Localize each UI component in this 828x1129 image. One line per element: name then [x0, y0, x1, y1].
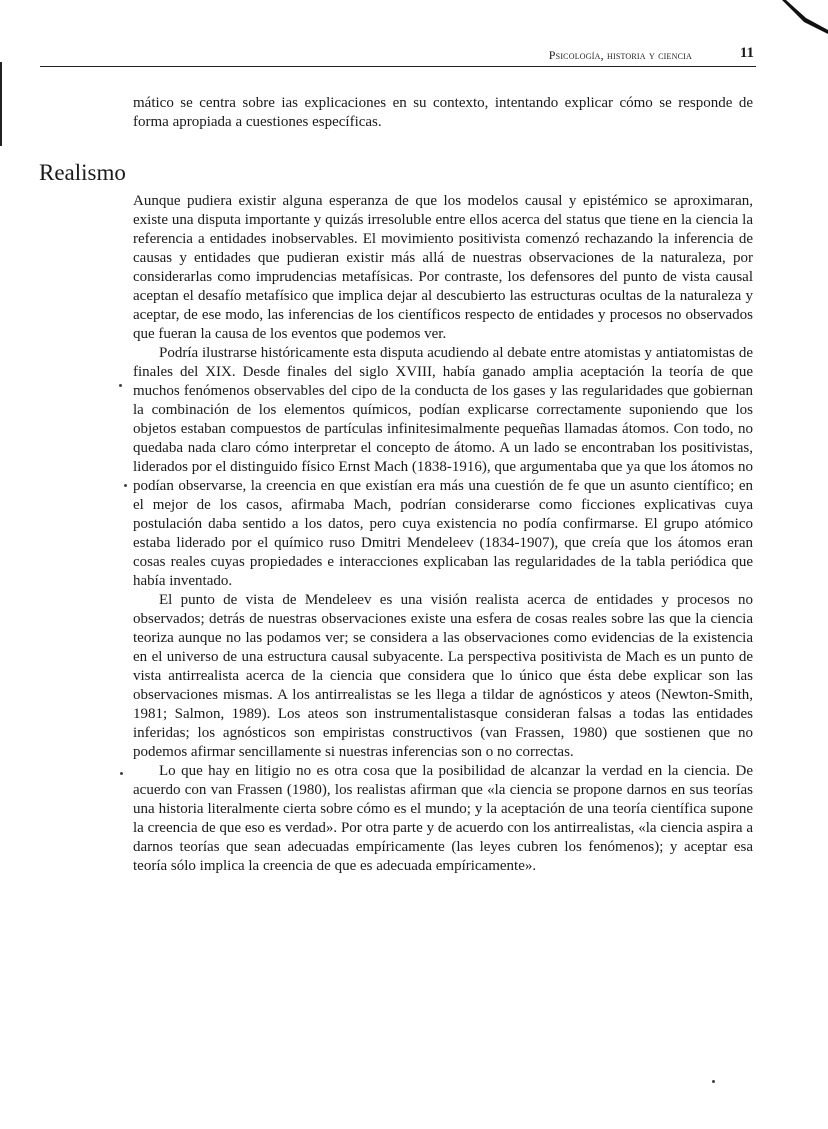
scan-speck: [124, 484, 127, 487]
section-title: Realismo: [39, 160, 126, 185]
page-number: 11: [739, 45, 754, 61]
section-body: [133, 192, 753, 876]
corner-scan-mark: [768, 0, 828, 40]
paragraph-4: Lo que hay en litigio no es otra cosa que la posibilidad de alcanzar la verdad en la ciencia. De acuerdo con van Frassen (1980), los realistas afirman que «la ciencia se propone darnos en sus teorías una historia literalmente cierta sobre cómo es el mundo; y la aceptación de una teoría científica supone la creencia de que eso es verdad». Por otra parte y de acuerdo con los antirrealistas, «la ciencia aspira a darnos teorías que sean adecuadas empíricamente (las leyes cubren los fenómenos); y aceptar esa teoría sólo implica la creencia de que es adecuada empíricamente».: [133, 763, 753, 874]
paragraph-1: Aunque pudiera existir alguna esperanza de que los modelos causal y epistémico se aproximaran, existe una disputa importante y quizás irresoluble entre ellos acerca del status que tiene en la ciencia la referencia a entidades inobservables. El movimiento positivista comenzó rechazando la inferencia de causas y entidades que pudieran existir más allá de nuestras observaciones de la naturaleza, por considerarlas como imprudencias metafísicas. Por contraste, los defensores del punto de vista causal aceptan el desafío metafísico que implica dejar al descubierto las estructuras ocultas de la naturaleza y aceptar, de ese modo, las inferencias de los científicos respecto de entidades y procesos no observados que fueran la causa de los eventos que podemos ver.: [133, 193, 753, 342]
intro-paragraph: mático se centra sobre ias explicaciones en su contexto, intentando explicar cómo se responde de forma apropiada a cuestiones específicas.: [133, 95, 753, 130]
scan-speck: [120, 772, 123, 775]
page-header: [40, 46, 756, 67]
scan-speck: [712, 1080, 715, 1083]
paragraph-2: Podría ilustrarse históricamente esta disputa acudiendo al debate entre atomistas y antiatomistas de finales del XIX. Desde finales del siglo XVIII, había ganado amplia aceptación la teoría de que muchos fenómenos observables del cipo de la conducta de los gases y las regularidades que gobiernan la combinación de los elementos químicos, podían explicarse correctamente suponiendo que los objetos estaban compuestos de partículas infinitesimalmente pequeñas llamadas átomos. Con todo, no quedaba nada claro cómo interpretar el concepto de átomo. A un lado se encontraban los positivistas, liderados por el distinguido físico Ernst Mach (1838-1916), que argumentaba que ya que los átomos no podían observarse, la creencia en que existían era más una cuestión de fe que un asunto científico; en el mejor de los casos, afirmaba Mach, podrían considerarse como ficciones explicativas cuya postulación daba sentido a los datos, pero cuya existencia no podía confirmarse. El grupo atómico estaba liderado por el químico ruso Dmitri Mendeleev (1834-1907), que creía que los átomos eran cosas reales cuyas propiedades e interacciones explicaban las regularidades de la tabla periódica que había inventado.: [133, 345, 753, 589]
paragraph-3: El punto de vista de Mendeleev es una visión realista acerca de entidades y procesos no observados; detrás de nuestras observaciones existe una esfera de cosas reales sobre las que la ciencia teoriza aunque no las podamos ver; se considera a las observaciones como evidencias de la existencia en el universo de una estructura causal subyacente. La perspectiva positivista de Mach es un punto de vista antirrealista acerca de la ciencia que considera que lo único que ésta debe explicar son las observaciones mismas. A los antirrealistas se les llega a tildar de agnósticos y ateos (Newton-Smith, 1981; Salmon, 1989). Los ateos son instrumentalistasque consideran falsas a todas las entidades inferidas; los agnósticos son empiristas constructivos (van Frassen, 1980) que sostienen que no podemos afirmar sencillamente si nuestras inferencias son o no correctas.: [133, 592, 753, 760]
margin-scan-bar: [0, 62, 2, 146]
scan-speck: [119, 384, 122, 387]
running-head: Psicología, historia y ciencia: [548, 48, 692, 62]
